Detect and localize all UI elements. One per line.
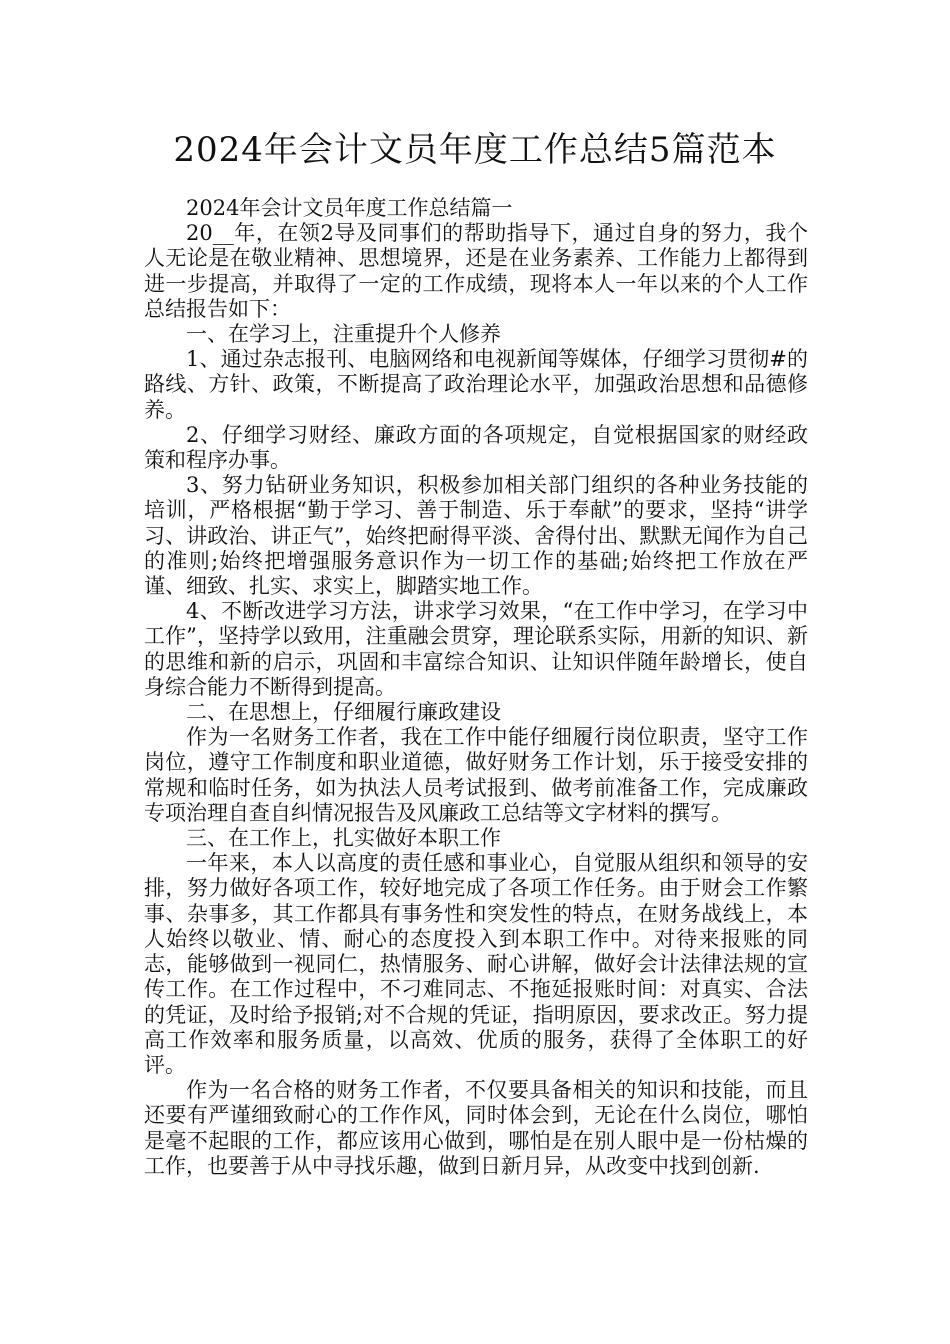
paragraph: 作为一名财务工作者，我在工作中能仔细履行岗位职责，坚守工作岗位，遵守工作制度和职业道德，做好财务工作计划，乐于接受安排的常规和临时任务，如为执法人员考试报到、做考前准备工作，完成廉政专项治理自查自纠情况报告及风廉政工总结等文字材料的撰写。 xyxy=(144,725,808,825)
document-title: 2024年会计文员年度工作总结5篇范本 xyxy=(173,130,777,170)
document-body xyxy=(144,196,808,1179)
paragraph: 4、不断改进学习方法，讲求学习效果，“在工作中学习，在学习中工作”，坚持学以致用，注重融会贯穿，理论联系实际，用新的知识、新的思维和新的启示，巩固和丰富综合知识、让知识伴随年龄增长，使自身综合能力不断得到提高。 xyxy=(144,599,808,699)
paragraph: 一年来，本人以高度的责任感和事业心，自觉服从组织和领导的安排，努力做好各项工作，较好地完成了各项工作任务。由于财会工作繁事、杂事多，其工作都具有事务性和突发性的特点，在财务战线上，本人始终以敬业、情、耐心的态度投入到本职工作中。对待来报账的同志，能够做到一视同仁，热情服务、耐心讲解，做好会计法律法规的宣传工作。在工作过程中，不刁难同志、不拖延报账时间：对真实、合法的凭证，及时给予报销;对不合规的凭证，指明原因，要求改正。努力提高工作效率和服务质量，以高效、优质的服务，获得了全体职工的好评。 xyxy=(144,851,808,1077)
paragraph: 20__年，在领2导及同事们的帮助指导下，通过自身的努力，我个人无论是在敬业精神、思想境界，还是在业务素养、工作能力上都得到进一步提高，并取得了一定的工作成绩，现将本人一年以来的个人工作总结报告如下： xyxy=(144,221,808,321)
paragraph: 2、仔细学习财经、廉政方面的各项规定，自觉根据国家的财经政策和程序办事。 xyxy=(144,422,808,473)
section-heading: 2024年会计文员年度工作总结篇一 xyxy=(186,196,513,220)
paragraph: 作为一名合格的财务工作者，不仅要具备相关的知识和技能，而且还要有严谨细致耐心的工作作风，同时体会到，无论在什么岗位，哪怕是毫不起眼的工作，都应该用心做到，哪怕是在别人眼中是一份枯燥的工作，也要善于从中寻找乐趣，做到日新月异，从改变中找到创新. xyxy=(144,1078,808,1178)
section-heading: 一、在学习上，注重提升个人修养 xyxy=(186,322,501,347)
paragraph: 1、通过杂志报刊、电脑网络和电视新闻等媒体，仔细学习贯彻#的路线、方针、政策，不断提高了政治理论水平，加强政治思想和品德修养。 xyxy=(144,347,808,422)
paragraph: 3、努力钻研业务知识，积极参加相关部门组织的各种业务技能的培训，严格根据“勤于学习、善于制造、乐于奉献”的要求，坚持“讲学习、讲政治、讲正气”，始终把耐得平淡、舍得付出、默默无闻作为自己的准则;始终把增强服务意识作为一切工作的基础;始终把工作放在严谨、细致、扎实、求实上，脚踏实地工作。 xyxy=(144,473,808,599)
section-heading: 二、在思想上，仔细履行廉政建设 xyxy=(186,700,501,725)
section-heading: 三、在工作上，扎实做好本职工作 xyxy=(186,826,501,851)
